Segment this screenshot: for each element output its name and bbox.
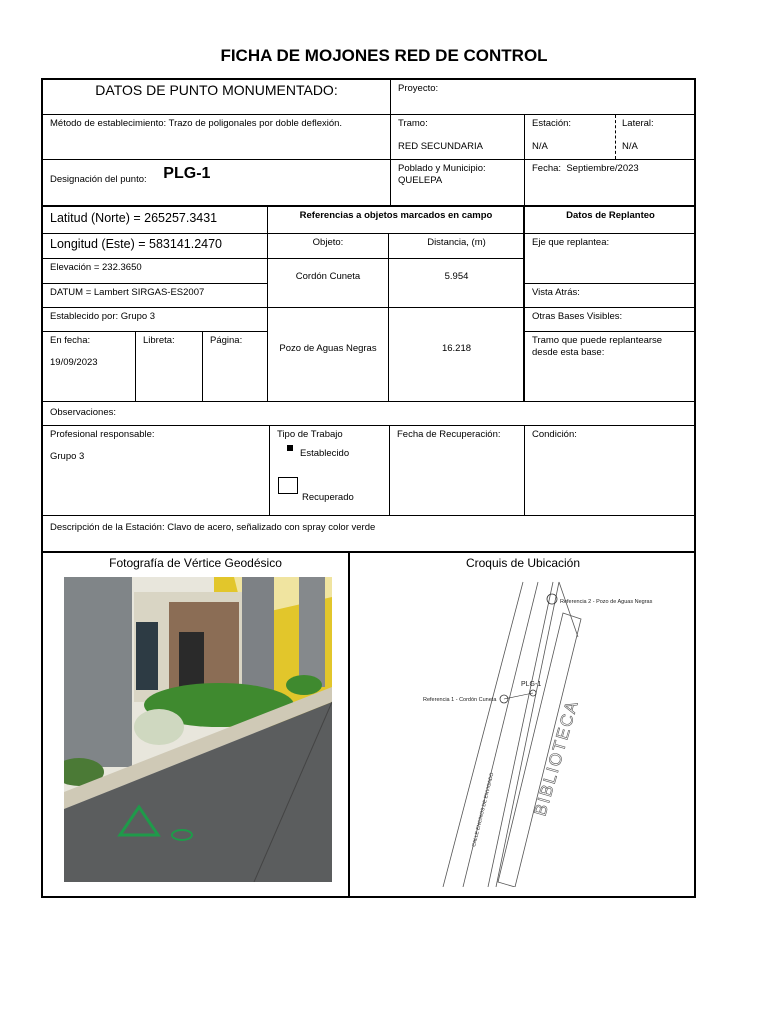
designacion-value: PLG-1 <box>163 165 211 182</box>
estacion-label: Estación: <box>532 118 572 129</box>
references-title: Referencias a objetos marcados en campo <box>267 207 524 233</box>
eje-label: Eje que replantea: <box>525 233 696 283</box>
recuperado-checkbox[interactable] <box>278 477 298 494</box>
ref-row-2-distancia: 16.218 <box>388 307 524 401</box>
designacion-label: Designación del punto: <box>50 174 147 185</box>
en-fecha-label: En fecha: <box>50 335 91 346</box>
ref-row-1-distancia: 5.954 <box>388 258 524 307</box>
fecha-recuperacion-label: Fecha de Recuperación: <box>389 425 524 515</box>
croquis-street-label: CALLE ENCINOS DE ENVIGADO <box>471 772 496 848</box>
estacion-value: N/A <box>532 140 548 152</box>
profesional-cell <box>43 425 269 515</box>
estacion-cell <box>524 114 615 159</box>
profesional-value: Grupo 3 <box>50 450 85 462</box>
condicion-label: Condición: <box>524 425 696 515</box>
tipo-label: Tipo de Trabajo <box>277 429 343 440</box>
tipo-trabajo-cell <box>269 425 389 515</box>
establecido-por: Establecido por: Grupo 3 <box>43 307 267 331</box>
observaciones-label: Observaciones: <box>43 401 696 425</box>
elevacion: Elevación = 232.3650 <box>43 258 267 283</box>
ref-row-2-objeto: Pozo de Aguas Negras <box>267 307 388 401</box>
fecha-cell <box>524 159 696 206</box>
distancia-label: Distancia, (m) <box>388 233 524 258</box>
designacion-cell <box>43 159 390 206</box>
establecido-checkbox[interactable] <box>287 445 293 451</box>
establecido-option-label: Establecido <box>300 448 350 459</box>
tramo-cell <box>390 114 524 159</box>
en-fecha-cell <box>43 331 135 401</box>
descripcion-estacion: Descripción de la Estación: Clavo de acero, señalizado con spray color verde <box>43 515 696 552</box>
proyecto-label: Proyecto: <box>390 80 696 114</box>
croquis-building-label: BIBLIOTECA <box>530 697 582 819</box>
tramo-label: Tramo: <box>398 118 428 129</box>
ref-row-1-objeto: Cordón Cuneta <box>267 258 388 307</box>
otras-bases-label: Otras Bases Visibles: <box>525 307 696 331</box>
latitud: Latitud (Norte) = 265257.3431 <box>50 211 218 225</box>
lateral-label: Lateral: <box>622 118 654 129</box>
metodo-text: Método de establecimiento: Trazo de poligonales por doble deflexión. <box>43 114 390 159</box>
datos-title: DATOS DE PUNTO MONUMENTADO: <box>95 82 338 98</box>
croquis-point-label: PLG-1 <box>521 681 542 688</box>
pagina-label: Página: <box>202 331 267 401</box>
poblado-label: Poblado y Municipio: <box>398 163 486 174</box>
control-form <box>41 78 696 898</box>
recuperado-option-label: Recuperado <box>302 492 354 503</box>
en-fecha-value: 19/09/2023 <box>50 356 98 368</box>
document-title: FICHA DE MOJONES RED DE CONTROL <box>220 46 548 65</box>
replanteo-title: Datos de Replanteo <box>566 210 655 221</box>
croquis-ref2-label: Referencia 2 - Pozo de Aguas Negras <box>560 599 653 605</box>
longitud: Longitud (Este) = 583141.2470 <box>43 233 267 258</box>
poblado-cell <box>390 159 524 206</box>
vista-atras-label: Vista Atrás: <box>525 283 696 307</box>
croquis-title: Croquis de Ubicación <box>465 556 581 570</box>
objeto-label: Objeto: <box>267 233 388 258</box>
tramo-value: RED SECUNDARIA <box>398 140 483 152</box>
lateral-cell <box>615 114 696 159</box>
poblado-value: QUELEPA <box>398 174 443 186</box>
datum: DATUM = Lambert SIRGAS-ES2007 <box>43 283 267 307</box>
profesional-label: Profesional responsable: <box>50 429 155 440</box>
lateral-value: N/A <box>622 140 638 152</box>
tramo-replanteo-label: Tramo que puede replantearse desde esta base: <box>525 331 696 401</box>
croquis-map <box>363 577 683 887</box>
croquis-ref1-label: Referencia 1 - Cordón Cuneta <box>423 697 497 703</box>
fecha-value: Septiembre/2023 <box>566 163 639 174</box>
libreta-label: Libreta: <box>135 331 202 401</box>
station-photo <box>64 577 332 882</box>
fecha-label: Fecha: <box>532 163 562 174</box>
photo-title: Fotografía de Vértice Geodésico <box>109 556 282 570</box>
